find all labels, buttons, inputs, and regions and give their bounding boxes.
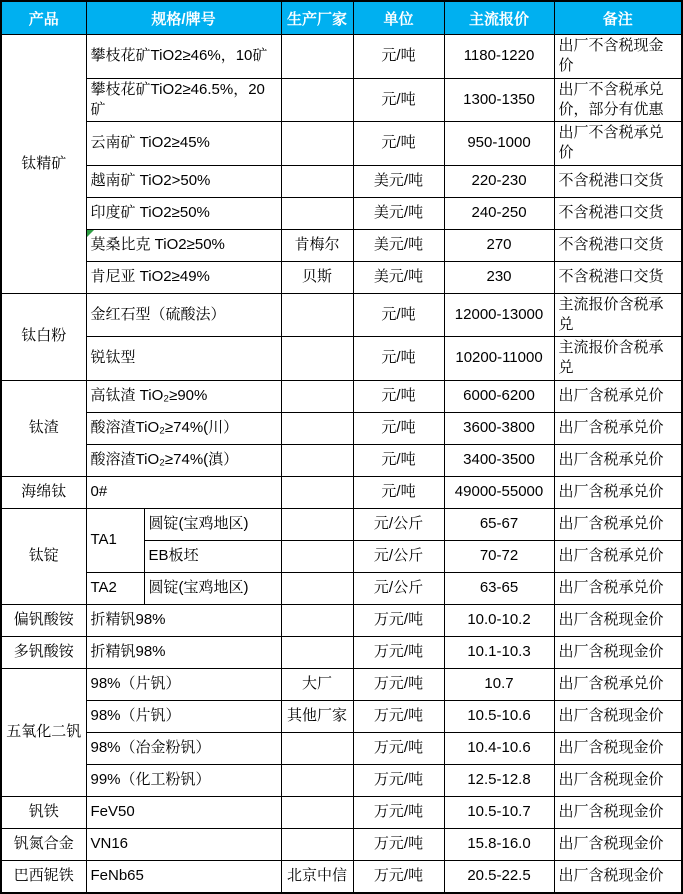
column-header-note: 备注 — [554, 1, 682, 35]
cell-maker — [281, 380, 353, 412]
cell-spec: FeV50 — [86, 796, 281, 828]
column-header-spec: 规格/牌号 — [86, 1, 281, 35]
cell-note: 出厂含税承兑价 — [554, 668, 682, 700]
cell-note: 出厂不含税现金价 — [554, 35, 682, 79]
cell-spec: 攀枝花矿TiO2≥46%，10矿 — [86, 35, 281, 79]
cell-spec: VN16 — [86, 828, 281, 860]
cell-note: 出厂含税承兑价 — [554, 508, 682, 540]
cell-spec: 98%（片钒） — [86, 668, 281, 700]
cell-spec: 99%（化工粉钒） — [86, 764, 281, 796]
cell-maker — [281, 35, 353, 79]
cell-unit: 元/公斤 — [353, 508, 444, 540]
cell-note: 出厂含税现金价 — [554, 764, 682, 796]
cell-price: 15.8-16.0 — [444, 828, 554, 860]
cell-note: 出厂含税承兑价 — [554, 444, 682, 476]
cell-spec: 0# — [86, 476, 281, 508]
cell-spec: 攀枝花矿TiO2≥46.5%，20矿 — [86, 78, 281, 122]
table-row — [1, 165, 682, 197]
cell-price: 12000-13000 — [444, 293, 554, 337]
cell-unit: 元/吨 — [353, 412, 444, 444]
cell-unit: 元/吨 — [353, 35, 444, 79]
cell-maker — [281, 293, 353, 337]
cell-maker — [281, 732, 353, 764]
cell-note: 不含税港口交货 — [554, 229, 682, 261]
cell-unit: 美元/吨 — [353, 165, 444, 197]
cell-spec: 圆锭(宝鸡地区) — [144, 572, 281, 604]
cell-note: 出厂含税现金价 — [554, 604, 682, 636]
cell-price: 3400-3500 — [444, 444, 554, 476]
cell-ta: TA1 — [86, 508, 144, 572]
cell-spec: 高钛渣 TiO₂≥90% — [86, 380, 281, 412]
cell-unit: 元/吨 — [353, 293, 444, 337]
table-row — [1, 828, 682, 860]
cell-price: 220-230 — [444, 165, 554, 197]
cell-spec: 98%（片钒） — [86, 700, 281, 732]
cell-unit: 万元/吨 — [353, 860, 444, 893]
table-row — [1, 293, 682, 337]
table-row — [1, 261, 682, 293]
cell-maker — [281, 444, 353, 476]
cell-unit: 万元/吨 — [353, 700, 444, 732]
column-header-price: 主流报价 — [444, 1, 554, 35]
cell-maker — [281, 572, 353, 604]
cell-unit: 万元/吨 — [353, 604, 444, 636]
table-row — [1, 197, 682, 229]
cell-product: 五氧化二钒 — [1, 668, 86, 796]
cell-spec: FeNb65 — [86, 860, 281, 893]
cell-spec: 折精钒98% — [86, 604, 281, 636]
cell-maker — [281, 412, 353, 444]
table-row — [1, 476, 682, 508]
table-row — [1, 35, 682, 79]
cell-spec: 云南矿 TiO2≥45% — [86, 122, 281, 166]
cell-note: 出厂含税现金价 — [554, 732, 682, 764]
cell-product: 钒氮合金 — [1, 828, 86, 860]
cell-note: 出厂不含税承兑价，部分有优惠 — [554, 78, 682, 122]
cell-note: 出厂含税现金价 — [554, 796, 682, 828]
cell-unit: 元/公斤 — [353, 572, 444, 604]
cell-product: 海绵钛 — [1, 476, 86, 508]
cell-maker — [281, 796, 353, 828]
cell-maker: 贝斯 — [281, 261, 353, 293]
cell-maker — [281, 78, 353, 122]
cell-unit: 美元/吨 — [353, 229, 444, 261]
cell-price: 1180-1220 — [444, 35, 554, 79]
cell-price: 270 — [444, 229, 554, 261]
column-header-product: 产品 — [1, 1, 86, 35]
cell-price: 240-250 — [444, 197, 554, 229]
cell-product: 钛锭 — [1, 508, 86, 604]
cell-spec: 金红石型（硫酸法） — [86, 293, 281, 337]
cell-unit: 元/吨 — [353, 444, 444, 476]
cell-note: 出厂含税承兑价 — [554, 412, 682, 444]
cell-note: 出厂含税现金价 — [554, 860, 682, 893]
cell-product: 钛渣 — [1, 380, 86, 476]
cell-maker — [281, 476, 353, 508]
cell-product: 钛白粉 — [1, 293, 86, 380]
table-row — [1, 700, 682, 732]
cell-note: 出厂含税现金价 — [554, 636, 682, 668]
cell-product: 多钒酸铵 — [1, 636, 86, 668]
cell-price: 70-72 — [444, 540, 554, 572]
cell-ta: TA2 — [86, 572, 144, 604]
cell-maker — [281, 540, 353, 572]
cell-maker: 其他厂家 — [281, 700, 353, 732]
cell-price: 10.1-10.3 — [444, 636, 554, 668]
column-header-maker: 生产厂家 — [281, 1, 353, 35]
cell-note: 不含税港口交货 — [554, 261, 682, 293]
cell-unit: 万元/吨 — [353, 636, 444, 668]
cell-spec: 莫桑比克 TiO2≥50% — [86, 229, 281, 261]
cell-price: 3600-3800 — [444, 412, 554, 444]
cell-price: 20.5-22.5 — [444, 860, 554, 893]
cell-price: 1300-1350 — [444, 78, 554, 122]
table-row — [1, 508, 682, 540]
cell-unit: 元/吨 — [353, 122, 444, 166]
cell-maker — [281, 197, 353, 229]
cell-spec: 肯尼亚 TiO2≥49% — [86, 261, 281, 293]
cell-unit: 元/吨 — [353, 380, 444, 412]
cell-spec: 折精钒98% — [86, 636, 281, 668]
cell-unit: 万元/吨 — [353, 732, 444, 764]
price-table-body — [1, 35, 682, 893]
table-row — [1, 78, 682, 122]
cell-unit: 美元/吨 — [353, 261, 444, 293]
cell-note: 出厂含税承兑价 — [554, 572, 682, 604]
cell-unit: 万元/吨 — [353, 668, 444, 700]
cell-comment-marker-icon — [87, 230, 94, 237]
cell-spec: 锐钛型 — [86, 337, 281, 381]
table-row — [1, 732, 682, 764]
table-row — [1, 764, 682, 796]
cell-maker — [281, 165, 353, 197]
cell-spec: 98%（冶金粉钒） — [86, 732, 281, 764]
table-row — [1, 668, 682, 700]
cell-spec: 越南矿 TiO2>50% — [86, 165, 281, 197]
cell-note: 出厂含税现金价 — [554, 700, 682, 732]
cell-product: 钛精矿 — [1, 35, 86, 294]
cell-price: 950-1000 — [444, 122, 554, 166]
header-row — [1, 1, 682, 35]
table-row — [1, 122, 682, 166]
cell-unit: 美元/吨 — [353, 197, 444, 229]
cell-maker — [281, 764, 353, 796]
cell-maker — [281, 636, 353, 668]
cell-note: 主流报价含税承兑 — [554, 293, 682, 337]
cell-spec: 圆锭(宝鸡地区) — [144, 508, 281, 540]
cell-unit: 元/吨 — [353, 337, 444, 381]
cell-spec: 酸溶渣TiO₂≥74%(滇） — [86, 444, 281, 476]
cell-maker: 北京中信 — [281, 860, 353, 893]
cell-product: 巴西铌铁 — [1, 860, 86, 893]
cell-note: 不含税港口交货 — [554, 165, 682, 197]
column-header-unit: 单位 — [353, 1, 444, 35]
table-row — [1, 572, 682, 604]
table-row — [1, 636, 682, 668]
cell-price: 10.5-10.7 — [444, 796, 554, 828]
cell-note: 不含税港口交货 — [554, 197, 682, 229]
table-row — [1, 444, 682, 476]
cell-unit: 元/吨 — [353, 78, 444, 122]
cell-price: 10200-11000 — [444, 337, 554, 381]
cell-price: 63-65 — [444, 572, 554, 604]
cell-price: 12.5-12.8 — [444, 764, 554, 796]
cell-unit: 万元/吨 — [353, 796, 444, 828]
cell-maker — [281, 828, 353, 860]
table-row — [1, 229, 682, 261]
cell-unit: 万元/吨 — [353, 764, 444, 796]
cell-price: 230 — [444, 261, 554, 293]
cell-product: 偏钒酸铵 — [1, 604, 86, 636]
table-row — [1, 604, 682, 636]
cell-unit: 元/吨 — [353, 476, 444, 508]
cell-spec: 酸溶渣TiO₂≥74%(川） — [86, 412, 281, 444]
cell-note: 出厂含税承兑价 — [554, 476, 682, 508]
price-table-header — [1, 1, 682, 35]
cell-price: 6000-6200 — [444, 380, 554, 412]
cell-product: 钒铁 — [1, 796, 86, 828]
table-row — [1, 337, 682, 381]
cell-note: 出厂含税承兑价 — [554, 540, 682, 572]
cell-price: 49000-55000 — [444, 476, 554, 508]
table-row — [1, 860, 682, 893]
cell-maker — [281, 508, 353, 540]
cell-price: 10.7 — [444, 668, 554, 700]
cell-price: 10.0-10.2 — [444, 604, 554, 636]
cell-note: 出厂不含税承兑价 — [554, 122, 682, 166]
cell-maker: 肯梅尔 — [281, 229, 353, 261]
cell-price: 65-67 — [444, 508, 554, 540]
cell-note: 出厂含税承兑价 — [554, 380, 682, 412]
cell-unit: 元/公斤 — [353, 540, 444, 572]
cell-maker — [281, 604, 353, 636]
cell-maker — [281, 122, 353, 166]
cell-maker — [281, 337, 353, 381]
cell-price: 10.4-10.6 — [444, 732, 554, 764]
table-row — [1, 380, 682, 412]
table-row — [1, 412, 682, 444]
table-row — [1, 796, 682, 828]
cell-maker: 大厂 — [281, 668, 353, 700]
cell-note: 主流报价含税承兑 — [554, 337, 682, 381]
cell-price: 10.5-10.6 — [444, 700, 554, 732]
cell-unit: 万元/吨 — [353, 828, 444, 860]
cell-note: 出厂含税现金价 — [554, 828, 682, 860]
cell-spec: EB板坯 — [144, 540, 281, 572]
cell-spec: 印度矿 TiO2≥50% — [86, 197, 281, 229]
